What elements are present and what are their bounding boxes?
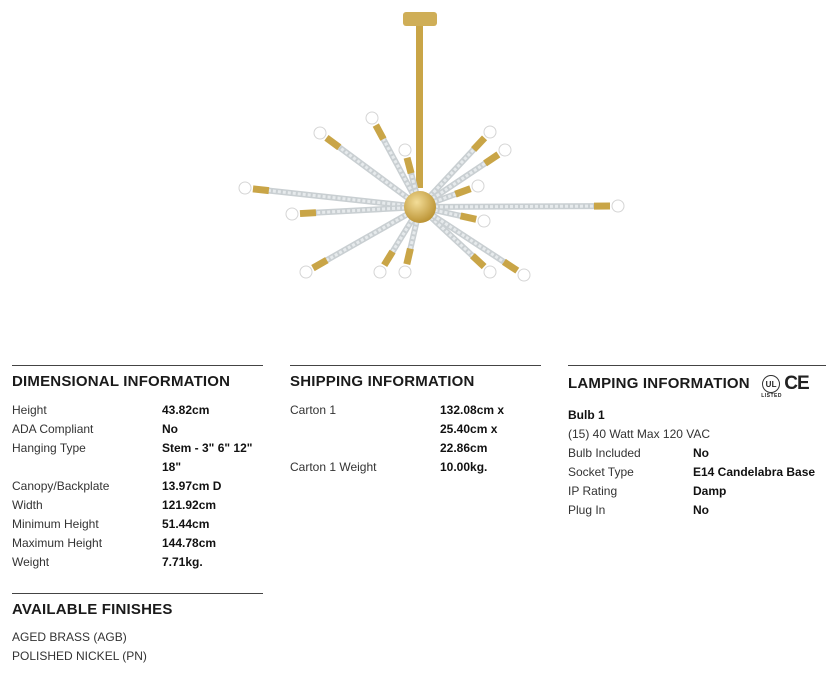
brass-socket — [253, 189, 269, 191]
spec-label: Carton 1 — [290, 403, 337, 417]
section-heading: DIMENSIONAL INFORMATION — [12, 373, 231, 390]
spec-value: 121.92cm — [162, 498, 217, 512]
spec-row-max-height — [12, 534, 263, 553]
finish-item: AGED BRASS (AGB) — [12, 630, 127, 644]
spec-row-ip-rating — [568, 482, 826, 501]
spec-label: Maximum Height — [12, 536, 103, 550]
spec-value: No — [693, 446, 709, 460]
bulb — [239, 182, 251, 194]
spec-row-height — [12, 401, 263, 420]
stem — [416, 26, 423, 188]
bulb — [399, 266, 411, 278]
spec-row-width — [12, 496, 263, 515]
shipping-information-section — [290, 365, 541, 474]
ce-mark-icon: CE — [784, 373, 809, 394]
spec-row-hanging-type — [12, 439, 263, 477]
bulb — [484, 266, 496, 278]
section-heading: AVAILABLE FINISHES — [12, 601, 173, 618]
brass-socket — [474, 138, 485, 150]
bulb — [484, 126, 496, 138]
spec-label: IP Rating — [568, 484, 618, 498]
spec-value: 13.97cm D — [162, 479, 222, 493]
spec-label: Plug In — [568, 503, 606, 517]
ul-listed-text: LISTED — [761, 393, 782, 399]
bulb — [399, 144, 411, 156]
spec-value: Stem - 3" 6" 12" 18" — [162, 441, 253, 474]
spec-row-weight — [12, 553, 263, 572]
spec-value: No — [693, 503, 709, 517]
spec-value: 43.82cm — [162, 403, 210, 417]
brass-socket — [407, 158, 411, 173]
spec-value: 132.08cm x 25.40cm x 22.86cm — [440, 403, 505, 455]
section-heading: LAMPING INFORMATION — [568, 374, 750, 392]
center-sphere — [404, 191, 436, 223]
spec-row-ada — [12, 420, 263, 439]
spec-row-plug-in — [568, 501, 826, 520]
section-heading: SHIPPING INFORMATION — [290, 373, 475, 390]
spec-label: Hanging Type — [12, 441, 86, 455]
bulb — [374, 266, 386, 278]
brass-socket — [485, 154, 498, 163]
section-rule — [12, 365, 263, 366]
brass-socket — [455, 189, 470, 194]
spec-row-socket-type — [568, 463, 826, 482]
available-finishes-section — [12, 593, 263, 663]
spec-row-canopy — [12, 477, 263, 496]
spec-label: Weight — [12, 555, 50, 569]
spec-label: Canopy/Backplate — [12, 479, 110, 493]
bulb — [478, 215, 490, 227]
spec-row-carton-weight — [290, 458, 541, 477]
bulb — [518, 269, 530, 281]
spec-value: 7.71kg. — [162, 555, 203, 569]
section-rule — [290, 365, 541, 366]
section-rule — [568, 365, 826, 366]
lamping-information-section — [568, 365, 826, 517]
bulb — [300, 266, 312, 278]
brass-socket — [300, 213, 316, 214]
bulb-title: Bulb 1 — [568, 408, 605, 422]
bulb — [472, 180, 484, 192]
spec-label: ADA Compliant — [12, 422, 94, 436]
spec-label: Carton 1 Weight — [290, 460, 377, 474]
spec-value: E14 Candelabra Base — [693, 465, 816, 479]
brass-socket — [313, 260, 327, 268]
bulb — [314, 127, 326, 139]
bulb — [286, 208, 298, 220]
spec-row-carton — [290, 401, 541, 458]
certification-marks — [761, 373, 809, 399]
dimensional-information-section — [12, 365, 263, 569]
ul-mark-text: UL — [765, 379, 777, 389]
ul-listed-icon — [761, 375, 782, 399]
brass-socket — [472, 256, 484, 267]
spec-row-min-height — [12, 515, 263, 534]
finish-item: POLISHED NICKEL (PN) — [12, 649, 147, 663]
bulb — [499, 144, 511, 156]
spec-label: Height — [12, 403, 47, 417]
bulb — [612, 200, 624, 212]
spec-value: 10.00kg. — [440, 460, 488, 474]
spec-label: Minimum Height — [12, 517, 99, 531]
bulb — [366, 112, 378, 124]
brass-socket — [504, 262, 517, 271]
brass-socket — [376, 125, 384, 139]
bulb-description: (15) 40 Watt Max 120 VAC — [568, 427, 711, 441]
spec-label: Socket Type — [568, 465, 634, 479]
brass-socket — [326, 138, 339, 148]
brass-socket — [461, 216, 477, 219]
brass-socket — [384, 252, 392, 266]
spec-value: 51.44cm — [162, 517, 210, 531]
spec-value: 144.78cm — [162, 536, 217, 550]
spec-label: Bulb Included — [568, 446, 641, 460]
section-heading-row — [568, 373, 826, 399]
spec-row-bulb-included — [568, 444, 826, 463]
spec-label: Width — [12, 498, 43, 512]
spec-value: Damp — [693, 484, 727, 498]
section-rule — [12, 593, 263, 594]
spec-value: No — [162, 422, 178, 436]
canopy — [403, 12, 437, 26]
chandelier-product-image — [0, 0, 833, 300]
brass-socket — [407, 249, 411, 265]
